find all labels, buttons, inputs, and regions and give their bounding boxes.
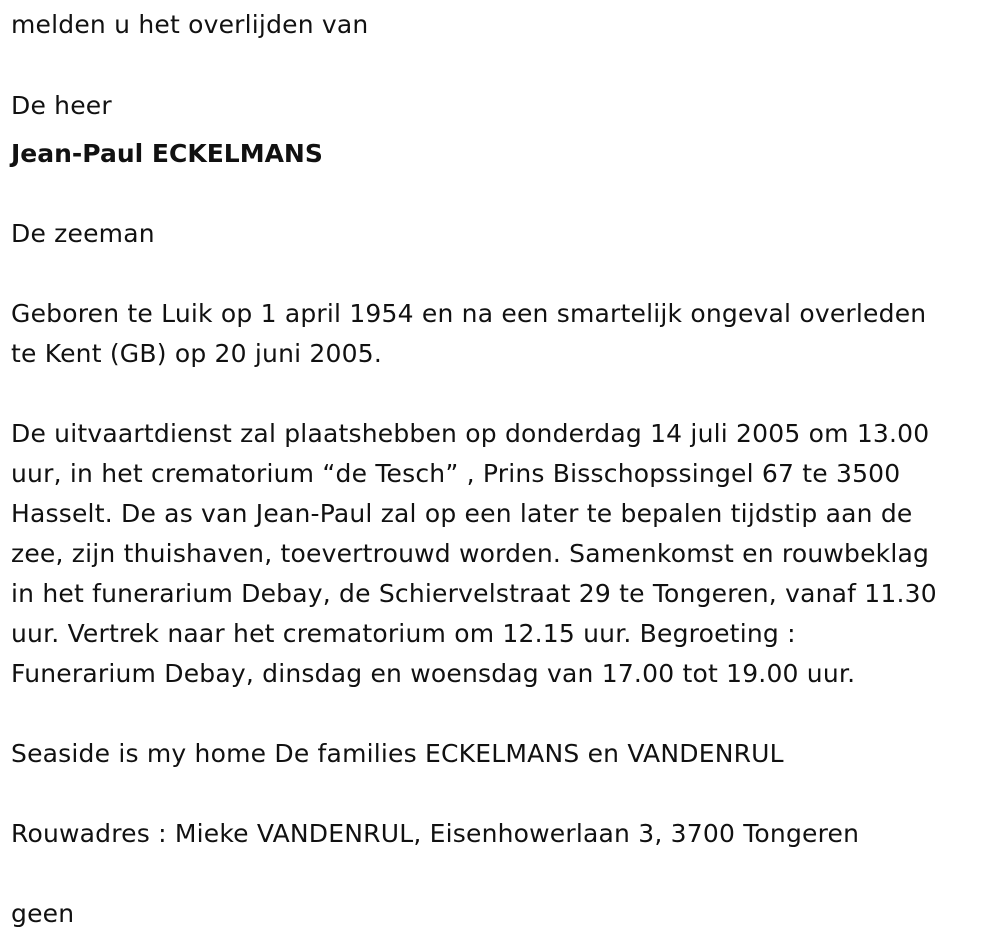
service-line-2: uur, in het crematorium “de Tesch” , Prins Bisschopssingel 67 te 3500 <box>11 459 901 488</box>
service-line-3: Hasselt. De as van Jean-Paul zal op een later te bepalen tijdstip aan de <box>11 499 913 528</box>
service-line-1: De uitvaartdienst zal plaatshebben op donderdag 14 juli 2005 om 13.00 <box>11 419 930 448</box>
birth-death-line-2: te Kent (GB) op 20 juni 2005. <box>11 339 382 368</box>
intro-text: melden u het overlijden van <box>11 10 369 39</box>
service-line-7: Funerarium Debay, dinsdag en woensdag van 17.00 tot 19.00 uur. <box>11 659 856 688</box>
mourning-address: Rouwadres : Mieke VANDENRUL, Eisenhowerlaan 3, 3700 Tongeren <box>11 819 860 848</box>
service-line-6: uur. Vertrek naar het crematorium om 12.15 uur. Begroeting : <box>11 619 796 648</box>
service-line-4: zee, zijn thuishaven, toevertrouwd worden. Samenkomst en rouwbeklag <box>11 539 930 568</box>
birth-death-line-1: Geboren te Luik op 1 april 1954 en na een smartelijk ongeval overleden <box>11 299 927 328</box>
epithet: De zeeman <box>11 219 155 248</box>
families-line: Seaside is my home De families ECKELMANS en VANDENRUL <box>11 739 784 768</box>
salutation: De heer <box>11 91 112 120</box>
service-line-5: in het funerarium Debay, de Schiervelstraat 29 te Tongeren, vanaf 11.30 <box>11 579 937 608</box>
deceased-name: Jean-Paul ECKELMANS <box>11 139 323 168</box>
closing-text: geen <box>11 899 75 928</box>
